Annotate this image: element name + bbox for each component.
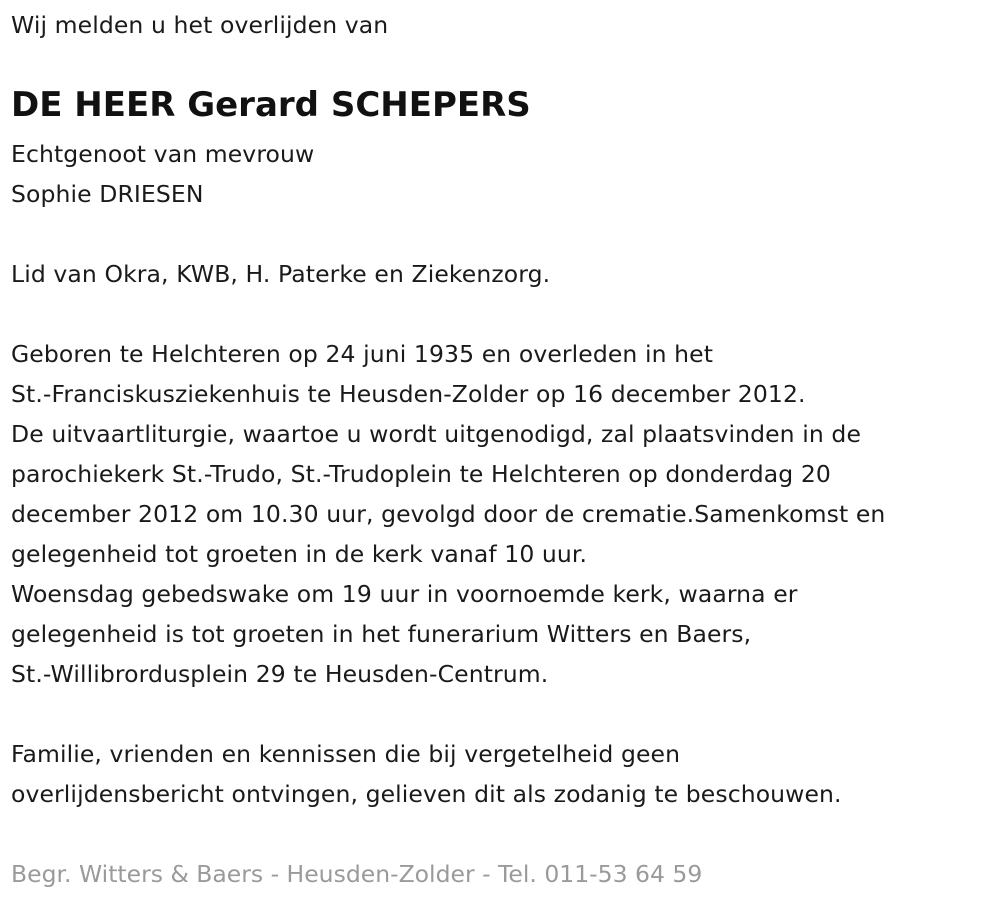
funeral-home-footer: Begr. Witters & Baers - Heusden-Zolder - Tel. 011-53 64 59 [11, 860, 703, 888]
spouse-name: Sophie DRIESEN [11, 180, 204, 208]
details-line: St.-Franciskusziekenhuis te Heusden-Zolder op 16 december 2012. [11, 380, 806, 408]
spouse-line: Echtgenoot van mevrouw [11, 140, 315, 168]
family-note-block [11, 734, 842, 814]
intro-text: Wij melden u het overlijden van [11, 11, 389, 39]
details-line: december 2012 om 10.30 uur, gevolgd door de crematie.Samenkomst en [11, 500, 886, 528]
details-line: Geboren te Helchteren op 24 juni 1935 en overleden in het [11, 340, 714, 368]
details-line: St.-Willibrordusplein 29 te Heusden-Centrum. [11, 660, 549, 688]
spouse-block [11, 134, 314, 214]
family-note-line: Familie, vrienden en kennissen die bij vergetelheid geen [11, 740, 681, 768]
membership-block [11, 254, 550, 294]
membership-text: Lid van Okra, KWB, H. Paterke en Ziekenzorg. [11, 260, 551, 288]
details-block [11, 334, 885, 694]
family-note-line: overlijdensbericht ontvingen, gelieven dit als zodanig te beschouwen. [11, 780, 842, 808]
deceased-name: DE HEER Gerard SCHEPERS [11, 85, 531, 125]
details-line: gelegenheid is tot groeten in het funerarium Witters en Baers, [11, 620, 752, 648]
details-line: gelegenheid tot groeten in de kerk vanaf 10 uur. [11, 540, 588, 568]
details-line: De uitvaartliturgie, waartoe u wordt uitgenodigd, zal plaatsvinden in de [11, 420, 861, 448]
details-line: parochiekerk St.-Trudo, St.-Trudoplein te Helchteren op donderdag 20 [11, 460, 831, 488]
details-line: Woensdag gebedswake om 19 uur in voornoemde kerk, waarna er [11, 580, 798, 608]
